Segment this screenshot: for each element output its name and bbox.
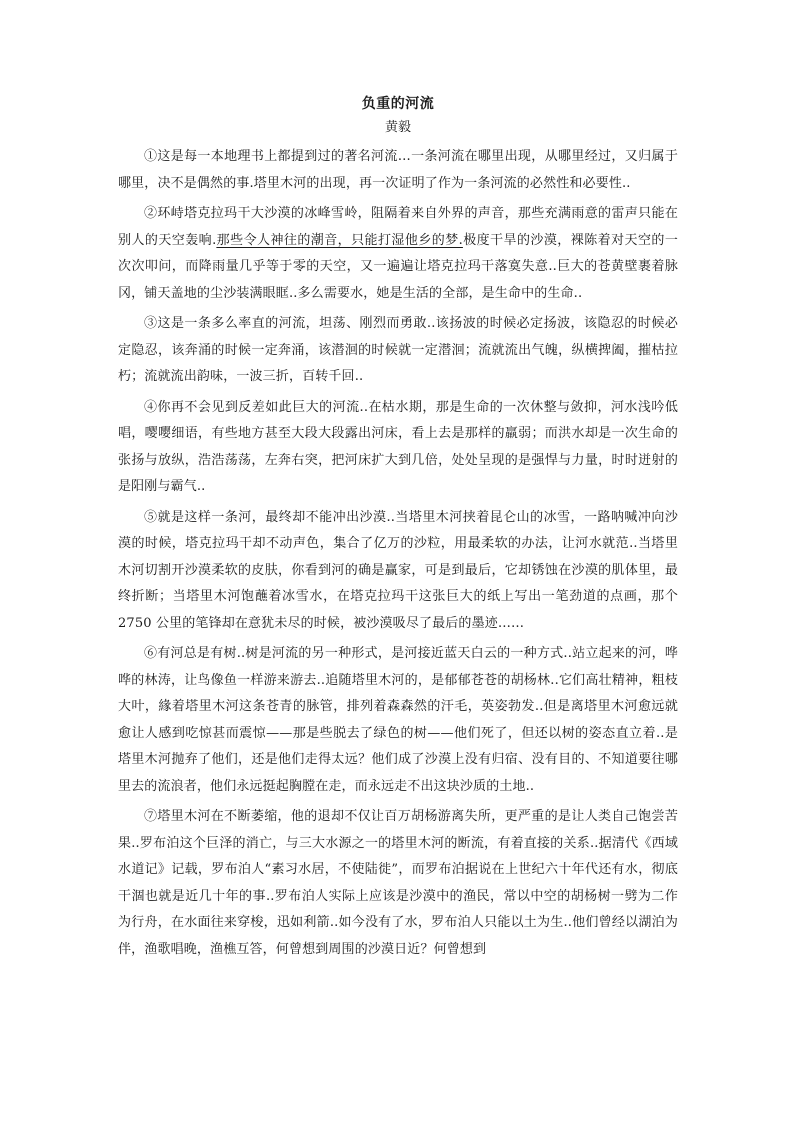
paragraph-1 — [118, 144, 678, 197]
paragraph-4 — [118, 395, 678, 501]
paragraph-5 — [118, 505, 678, 638]
paragraph-7 — [118, 804, 678, 963]
paragraph-5-text: ⑤就是这样一条河，最终却不能冲出沙漠..当塔里木河挟着昆仑山的冰雪，一路呐喊冲向沙漠的时候，塔克拉玛干却不动声色，集合了亿万的沙粒，用最柔软的办法，让河水就范..当塔里木河切割开沙漠柔软的皮肤，你看到河的确是赢家，可是到最后，它却锈蚀在沙漠的肌体里，最终折断；当塔里木河饱蘸着冰雪水，在塔克拉玛干这张巨大的纸上写出一笔劲道的点画，那个 2750 公里的笔锋却在意犹未尽的时候，被沙漠吸尽了最后的墨迹…… — [118, 509, 678, 631]
paragraph-2-text-before: ②环峙塔克拉玛干大沙漠的冰峰雪岭，阻隔着来自外界的声音，那些充满雨意的雷声只能在别人的天空轰响. — [118, 206, 678, 248]
paragraph-3-text: ③这是一条多么率直的河流，坦荡、刚烈而勇敢..该扬波的时候必定扬波，该隐忍的时候必定隐忍，该奔涌的时候一定奔涌，该潜洄的时候就一定潜洄；流就流出气魄，纵横捭阖，摧枯拉朽；流就流出韵味，一波三折，百转千回.. — [118, 316, 678, 384]
paragraph-2-underlined-sentence: 那些令人神往的潮音，只能打湿他乡的梦. — [216, 232, 463, 248]
paragraph-3 — [118, 311, 678, 391]
paragraph-2 — [118, 201, 678, 307]
paragraph-6-text: ⑥有河总是有树..树是河流的另一种形式，是河接近蓝天白云的一种方式..站立起来的河，哗哗的林涛，让鸟像鱼一样游来游去..追随塔里木河的，是郁郁苍苍的胡杨林..它们高壮精神，粗枝大叶，緣着塔里木河这条苍青的脉管，排列着森森然的汗毛，英姿勃发..但是离塔里木河愈远就愈让人感到吃惊甚而震惊——那是些脱去了绿色的树——他们死了，但还以树的姿态直立着..是塔里木河抛弃了他们，还是他们走得太远？他们成了沙漠上没有归宿、没有目的、不知道要往哪里去的流浪者，他们永远挺起胸膛在走，而永远走不出这块沙质的土地.. — [118, 646, 678, 794]
paragraph-6 — [118, 641, 678, 800]
paragraph-7-text: ⑦塔里木河在不断萎缩，他的退却不仅让百万胡杨游离失所，更严重的是让人类自己饱尝苦果..罗布泊这个巨泽的消亡，与三大水源之一的塔里木河的断流，有着直接的关系..据清代《西域水道记》记载，罗布泊人“素习水居，不使陆徙”，而罗布泊据说在上世纪六十年代还有水，彻底干涸也就是近几十年的事..罗布泊人实际上应该是沙漠中的渔民，常以中空的胡杨树一劈为二作为行舟，在水面往来穿梭，迅如利箭..如今没有了水，罗布泊人只能以土为生..他们曾经以湖泊为伴，渔歌唱晚，渔樵互答，何曾想到周围的沙漠日近？何曾想到 — [118, 809, 678, 957]
article-author: 黄毅 — [384, 120, 411, 135]
paragraph-1-text: ①这是每一本地理书上都提到过的著名河流…一条河流在哪里出现，从哪里经过，又归属于哪里，决不是偶然的事.塔里木河的出现，再一次证明了作为一条河流的必然性和必要性.. — [118, 149, 678, 191]
document-page — [118, 92, 678, 967]
paragraph-4-text: ④你再不会见到反差如此巨大的河流..在枯水期，那是生命的一次休整与敛抑，河水浅吟低唱，嘤嘤细语，有些地方甚至大段大段露出河床，看上去是那样的羸弱；而洪水却是一次生命的张扬与放纵，浩浩荡荡，左奔右突，把河床扩大到几倍，处处呈现的是强悍与力量，时时迸射的是阳刚与霸气.. — [118, 399, 678, 494]
article-title: 负重的河流 — [361, 96, 435, 112]
paragraph-2-text-after: 极度干旱的沙漠，裸陈着对天空的一次次叩问，而降雨量几乎等于零的天空，又一遍遍让塔克拉玛干落寞失意..巨大的苍黄壁裹着脉冈，铺天盖地的尘沙装满眼眶..多么需要水，她是生活的全部，是生命中的生命.. — [118, 232, 678, 301]
